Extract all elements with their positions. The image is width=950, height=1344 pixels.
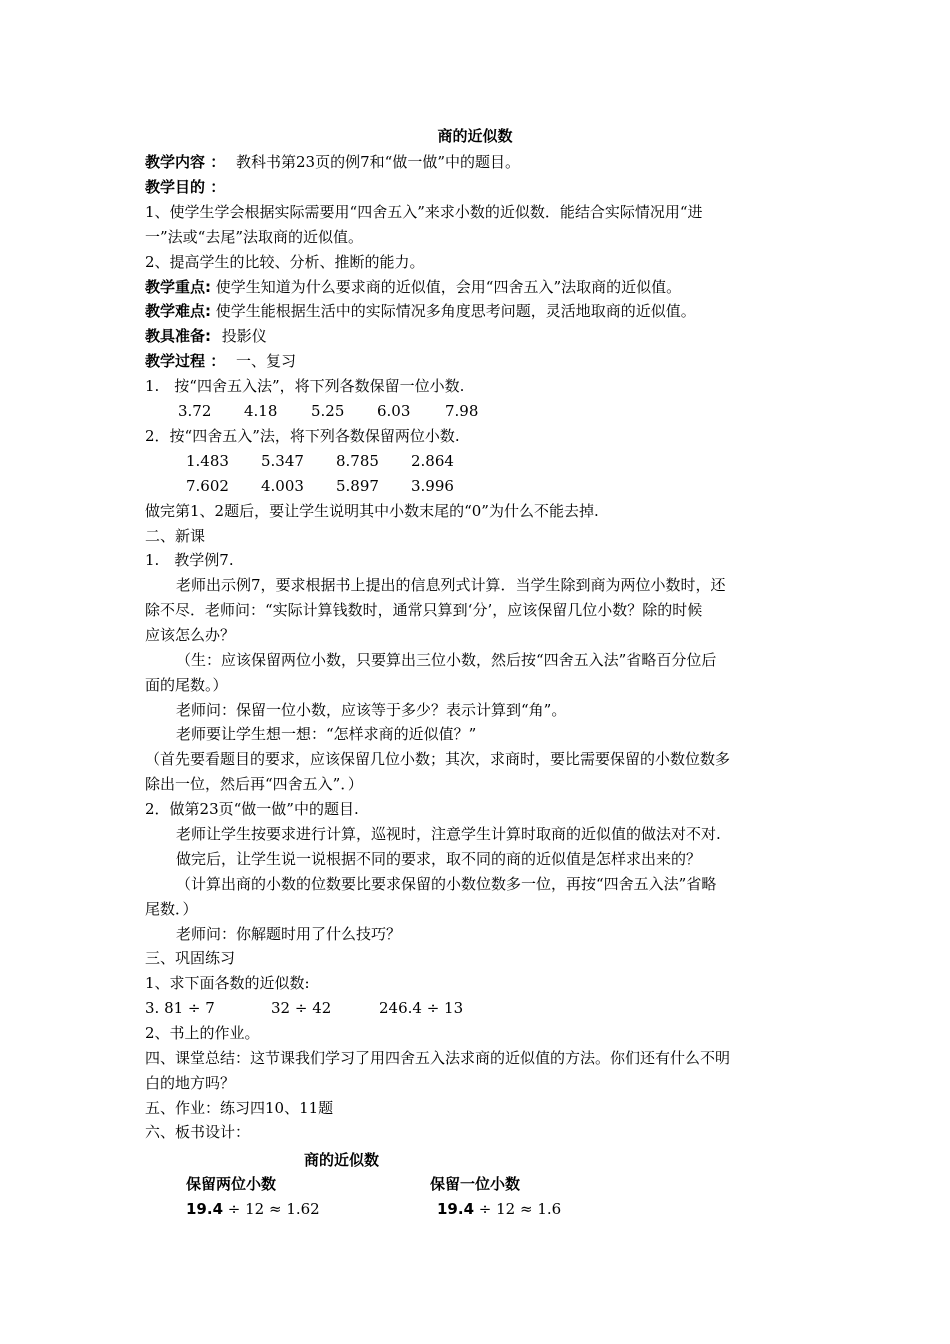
p2-line-a: （生：应该保留两位小数，只要算出三位小数，然后按“四舍五入法”省略百分位后 <box>176 651 717 669</box>
goal1-line-b: 一”法或“去尾”法取商的近似值。 <box>145 228 364 246</box>
review2-number: 2.864 <box>411 452 454 470</box>
example-line: 1. 教学例7. <box>145 551 234 569</box>
board-right-equation <box>437 1197 561 1221</box>
review2-line: 2．按“四舍五入”法，将下列各数保留两位小数. <box>145 427 460 445</box>
review1-number: 6.03 <box>377 402 411 420</box>
review1-number: 4.18 <box>244 402 278 420</box>
p6-line: 老师让学生按要求进行计算，巡视时，注意学生计算时取商的近似值的做法对不对. <box>176 825 721 843</box>
practice-item: 246.4 ÷ 13 <box>379 999 464 1017</box>
review1-number: 3.72 <box>178 402 212 420</box>
practice-items <box>145 996 463 1020</box>
content-line <box>145 150 520 174</box>
key-line <box>145 275 681 299</box>
p1-line-c: 应该怎么办？ <box>145 626 236 644</box>
review2-number: 5.347 <box>261 452 304 470</box>
p4-line: 老师要让学生想一想：“怎样求商的近似值？” <box>176 725 477 743</box>
key-label: 教学重点: <box>145 278 211 296</box>
review2-numbers-b <box>186 474 454 498</box>
review2-number: 5.897 <box>336 477 379 495</box>
review2-number: 3.996 <box>411 477 454 495</box>
difficulty-label: 教学难点: <box>145 302 211 320</box>
review1-number: 7.98 <box>445 402 479 420</box>
board-title: 商的近似数 <box>304 1151 380 1169</box>
p8-line-a: （计算出商的小数的位数要比要求保留的小数位数多一位，再按“四舍五入法”省略 <box>176 875 717 893</box>
process-line <box>145 349 296 373</box>
goal2-line: 2、提高学生的比较、分析、推断的能力。 <box>145 253 425 271</box>
p1-line-a: 老师出示例7，要求根据书上提出的信息列式计算．当学生除到商为两位小数时，还 <box>176 576 726 594</box>
difficulty-text: 使学生能根据生活中的实际情况多角度思考问题，灵活地取商的近似值。 <box>215 302 696 320</box>
summary-line-b: 白的地方吗？ <box>145 1074 236 1092</box>
process-text: 一、复习 <box>236 352 297 370</box>
review2-number: 4.003 <box>261 477 304 495</box>
board-left-dividend: 19.4 <box>186 1200 224 1218</box>
board-left-heading: 保留两位小数 <box>186 1175 277 1193</box>
board-left-equation <box>186 1197 320 1221</box>
review1-line: 1. 按“四舍五入法”，将下列各数保留一位小数. <box>145 377 465 395</box>
content-text: 教科书第23页的例7和“做一做”中的题目。 <box>236 153 520 171</box>
board-right-rest: ÷ 12 ≈ 1.6 <box>478 1200 562 1218</box>
p2-line-b: 面的尾数。） <box>145 676 228 694</box>
homework-line: 五、作业：练习四10、11题 <box>145 1099 334 1117</box>
tools-label: 教具准备: <box>145 327 211 345</box>
review1-number: 5.25 <box>311 402 345 420</box>
new-lesson-heading: 二、新课 <box>145 527 206 545</box>
board-right-heading: 保留一位小数 <box>430 1175 521 1193</box>
tools-line <box>145 324 267 348</box>
board-heading: 六、板书设计： <box>145 1123 251 1141</box>
review2-number: 7.602 <box>186 477 229 495</box>
goal-label: 教学目的 ： <box>145 178 226 196</box>
practice-heading: 三、巩固练习 <box>145 949 236 967</box>
p7-line: 做完后，让学生说一说根据不同的要求，取不同的商的近似值是怎样求出来的？ <box>176 850 702 868</box>
practice2-line: 2、书上的作业。 <box>145 1024 260 1042</box>
p3-line: 老师问：保留一位小数，应该等于多少？表示计算到“角”。 <box>176 701 567 719</box>
key-text: 使学生知道为什么要求商的近似值，会用“四舍五入”法取商的近似值。 <box>215 278 682 296</box>
process-label: 教学过程 ： <box>145 352 226 370</box>
content-label: 教学内容 ： <box>145 153 226 171</box>
difficulty-line <box>145 299 696 323</box>
tools-text: 投影仪 <box>221 327 267 345</box>
p1-line-b: 除不尽．老师问：“实际计算钱数时，通常只算到‘分’，应该保留几位小数？除的时候 <box>145 601 703 619</box>
review1-numbers <box>178 399 478 423</box>
review2-numbers-a <box>186 449 454 473</box>
summary-line-a: 四、课堂总结：这节课我们学习了用四舍五入法求商的近似值的方法。你们还有什么不明 <box>145 1049 731 1067</box>
exercise2-line: 2．做第23页“做一做”中的题目. <box>145 800 359 818</box>
practice1-line: 1、求下面各数的近似数: <box>145 974 310 992</box>
goal1-line-a: 1、使学生学会根据实际需要用“四舍五入”来求小数的近似数．能结合实际情况用“进 <box>145 203 703 221</box>
p5-line-b: 除出一位，然后再“四舍五入”．） <box>145 775 363 793</box>
board-left-rest: ÷ 12 ≈ 1.62 <box>227 1200 320 1218</box>
p5-line-a: （首先要看题目的要求，应该保留几位小数；其次，求商时，要比需要保留的小数位数多 <box>145 750 731 768</box>
board-right-dividend: 19.4 <box>437 1200 475 1218</box>
p9-line: 老师问：你解题时用了什么技巧？ <box>176 925 402 943</box>
practice-item: 32 ÷ 42 <box>271 999 332 1017</box>
document-title: 商的近似数 <box>437 127 513 145</box>
p8-line-b: 尾数．） <box>145 900 198 918</box>
review-note: 做完第1、2题后，要让学生说明其中小数末尾的“0”为什么不能去掉. <box>145 502 599 520</box>
review2-number: 1.483 <box>186 452 229 470</box>
practice-item: 3. 81 ÷ 7 <box>145 999 215 1017</box>
review2-number: 8.785 <box>336 452 379 470</box>
